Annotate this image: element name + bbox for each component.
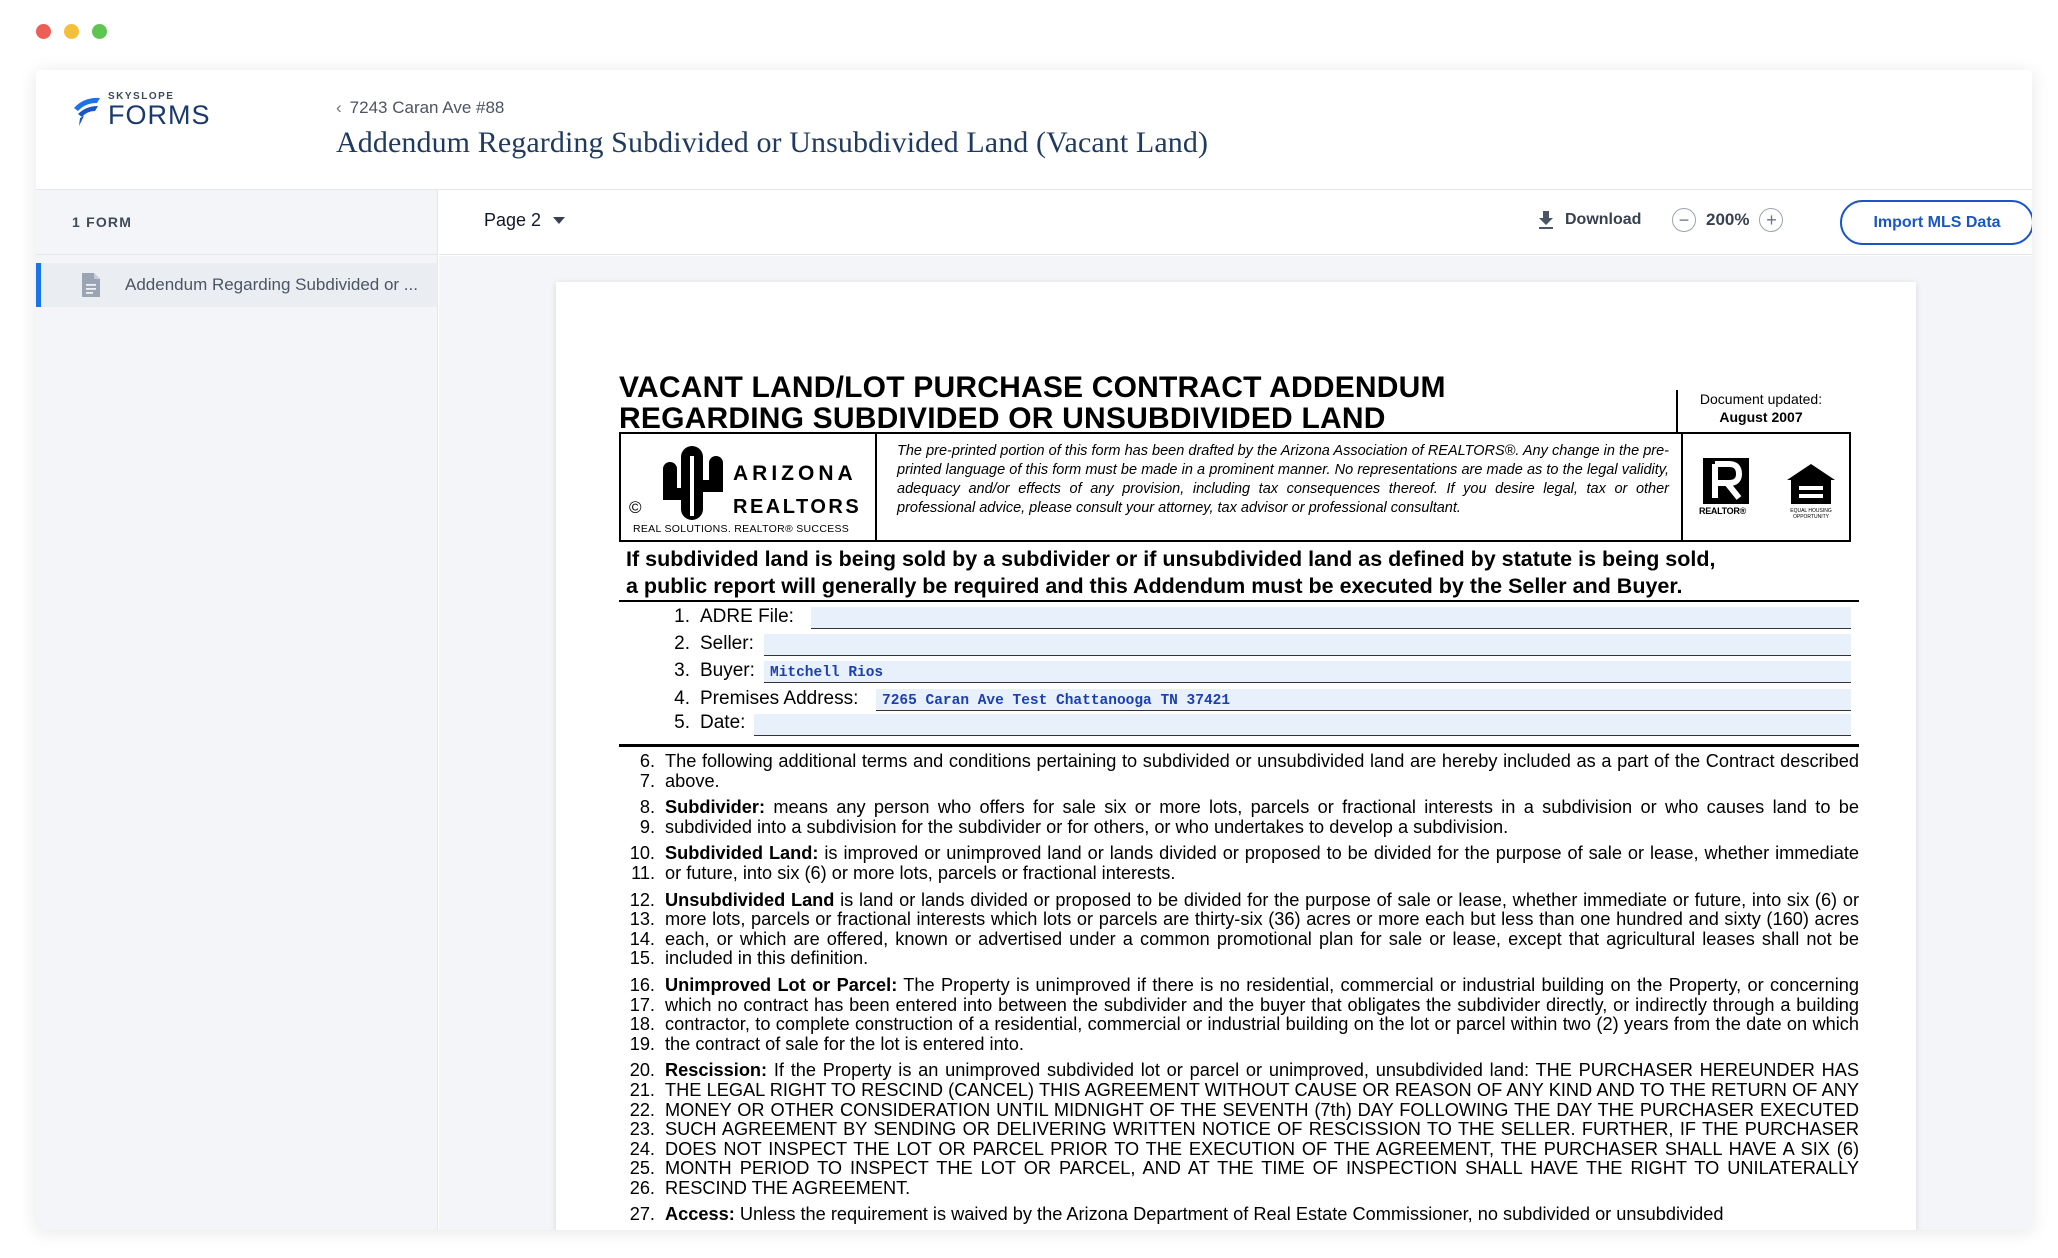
field-number: 3. xyxy=(674,660,690,681)
public-report-notice xyxy=(626,546,1715,600)
addendum-terms xyxy=(619,752,1859,1230)
maximize-window-button[interactable] xyxy=(92,24,107,39)
zoom-out-button[interactable]: − xyxy=(1672,208,1696,232)
paragraph-access xyxy=(619,1205,1859,1225)
realtor-mark-text: REALTOR® xyxy=(1699,506,1746,516)
paragraph-text: is improved or unimproved land or lands divided or proposed to be divided for the purpose of sale or lease, whether immediate or future, into six (6) or more lots, parcels or fractional interests. xyxy=(665,843,1859,883)
window-controls xyxy=(36,24,107,39)
field-date xyxy=(666,712,755,734)
line-numbers: 20. 21. 22. 23. 24. 25. 26. xyxy=(629,1060,655,1198)
field-premises-address xyxy=(666,688,868,710)
seller-input[interactable] xyxy=(764,634,1851,656)
notice-line2: a public report will generally be required and this Addendum must be executed by the Seller and Buyer. xyxy=(626,574,1683,598)
line-numbers: 12. 13. 14. 15. xyxy=(629,889,655,969)
updated-date: August 2007 xyxy=(1719,409,1803,425)
line-numbers: 27. xyxy=(629,1204,655,1225)
line-numbers: 16. 17. 18. 19. xyxy=(629,974,655,1054)
line-numbers: 6. 7. xyxy=(639,751,655,791)
updated-label: Document updated: xyxy=(1699,391,1823,407)
form-disclaimer: The pre-printed portion of this form has been drafted by the Arizona Association of REALTORS®. Any change in the pre-printed language of this form must be made in a prominent manner. No representations are made as to the legal validity, adequacy and/or effects of any provision, including tax consequences thereof. If you desire legal, tax or other professional advice, please consult your attorney, tax advisor or professional consultant. xyxy=(897,443,1669,516)
realtor-marks xyxy=(1681,434,1851,540)
field-buyer xyxy=(666,660,765,682)
paragraph-text: The following additional terms and conditions pertaining to subdivided or unsubdivided land are hereby included as a part of the Contract described above. xyxy=(665,751,1859,791)
paragraph-term: Subdivider: xyxy=(665,797,766,818)
paragraph-unsubdivided-land xyxy=(619,891,1859,969)
sidebar xyxy=(36,190,438,1230)
paragraph-term: Rescission: xyxy=(665,1060,768,1081)
sidebar-header: 1 FORM xyxy=(36,190,437,255)
app-window xyxy=(36,70,2032,1230)
header xyxy=(36,70,2032,190)
document-updated xyxy=(1681,390,1841,426)
zoom-control xyxy=(1672,208,1783,232)
field-label: ADRE File: xyxy=(700,606,794,627)
paragraph-text: is land or lands divided or proposed to be divided for the purpose of sale or lease, whether immediate or future, into six (6) or more lots, parcels or fractional interests which lots or parcels are thirty-six (36) acres or more each but less than one hundred and sixty (160) acres each, or which are offered, known or advertised under a common promotional plan for sale or lease, except that agricultural leases shall not be included in this definition. xyxy=(665,889,1860,969)
fields-rule xyxy=(619,744,1859,747)
copyright-symbol: © xyxy=(629,498,642,517)
chevron-left-icon: ‹ xyxy=(336,98,342,117)
association-name-line2: REALTORS xyxy=(733,496,862,518)
premises-address-input[interactable]: 7265 Caran Ave Test Chattanooga TN 37421 xyxy=(876,689,1851,711)
breadcrumb[interactable] xyxy=(336,98,504,118)
page-select-label: Page 2 xyxy=(484,210,542,230)
breadcrumb-label: 7243 Caran Ave #88 xyxy=(349,98,505,117)
document-title-line2: REGARDING SUBDIVIDED OR UNSUBDIVIDED LAND xyxy=(619,402,1386,435)
import-mls-data-button[interactable]: Import MLS Data xyxy=(1840,200,2032,245)
field-number: 1. xyxy=(674,606,690,627)
field-number: 5. xyxy=(674,712,690,733)
buyer-input[interactable]: Mitchell Rios xyxy=(764,661,1851,683)
field-label: Premises Address: xyxy=(700,688,859,709)
paragraph-text: The Property is unimproved if there is no residential, commercial or industrial building on the Property, or concerning which no contract has been entered into between the subdivider and the buyer that obligates the subdivider directly, or indirectly through a building contractor, to complete construction of a residential, commercial or industrial building on the lot or parcel within two (2) years from the date on which the contract of sale for the lot is entered into. xyxy=(665,974,1859,1054)
paragraph-text: If the Property is an unimproved subdivided lot or parcel or unimproved, unsubdivided land: THE PURCHASER HEREUNDER HAS THE LEGAL RIGHT TO RESCIND (CANCEL) THIS AGREEMENT WITHOUT CAUSE OR REASON OF ANY KIND AND TO THE RETURN OF ANY MONEY OR OTHER CONSIDERATION UNTIL MIDNIGHT OF THE SEVENTH (7th) DAY FOLLOWING THE DAY THE PURCHASER EXECUTED SUCH AGREEMENT BY SENDING OR DELIVERING WRITTEN NOTICE OF RESCISSION TO THE SELLER. FURTHER, IF THE PURCHASER DOES NOT INSPECT THE LOT OR PARCEL PRIOR TO THE EXECUTION OF THE AGREEMENT, THE PURCHASER SHALL HAVE A SIX (6) MONTH PERIOD TO INSPECT THE LOT OR PARCEL, AND AT THE TIME OF INSPECTION SHALL HAVE THE RIGHT TO UNILATERALLY RESCIND THE AGREEMENT. xyxy=(665,1060,1859,1198)
association-tagline: REAL SOLUTIONS. REALTOR® SUCCESS xyxy=(633,523,850,535)
document-page xyxy=(556,282,1916,1230)
minimize-window-button[interactable] xyxy=(64,24,79,39)
paragraph-text: means any person who offers for sale six or more lots, parcels or fractional interests in a subdivision or who causes land to be subdivided into a subdivision for the subdivider or for others, or who undertakes to develop a subdivision. xyxy=(665,797,1859,837)
notice-rule xyxy=(619,600,1859,602)
field-adre-file xyxy=(666,606,804,628)
zoom-level: 200% xyxy=(1706,210,1750,229)
skyslope-logo-icon xyxy=(72,94,102,128)
sidebar-form-label: Addendum Regarding Subdivided or ... xyxy=(125,275,418,294)
download-button[interactable] xyxy=(1537,210,1641,230)
page-select[interactable] xyxy=(484,210,565,231)
adre-file-input[interactable] xyxy=(811,607,1851,629)
equal-housing-text: EQUAL HOUSING OPPORTUNITY xyxy=(1790,508,1832,520)
document-icon xyxy=(79,272,103,298)
title-divider xyxy=(1676,390,1678,432)
notice-line1: If subdivided land is being sold by a subdivider or if unsubdivided land as defined by statute is being sold, xyxy=(626,547,1716,571)
date-input[interactable] xyxy=(754,714,1851,736)
paragraph-term: Subdivided Land: xyxy=(665,843,819,864)
document-viewer[interactable] xyxy=(439,256,2032,1230)
cactus-logo-icon xyxy=(659,440,727,520)
field-number: 2. xyxy=(674,633,690,654)
sidebar-form-item[interactable] xyxy=(36,263,437,307)
paragraph-subdivider xyxy=(619,798,1859,837)
form-header-box xyxy=(619,432,1851,542)
brand-big-text: FORMS xyxy=(108,100,211,130)
skyslope-forms-logo[interactable] xyxy=(72,92,211,129)
paragraph-term: Unsubdivided Land xyxy=(665,889,835,910)
page-title: Addendum Regarding Subdivided or Unsubdivided Land (Vacant Land) xyxy=(336,126,1209,159)
field-label: Buyer: xyxy=(700,660,755,681)
document-title-line1: VACANT LAND/LOT PURCHASE CONTRACT ADDENDUM xyxy=(619,371,1446,404)
paragraph-text: Unless the requirement is waived by the Arizona Department of Real Estate Commissioner, no subdivided or unsubdivided xyxy=(734,1204,1724,1225)
download-label: Download xyxy=(1565,211,1642,228)
field-seller xyxy=(666,633,764,655)
toolbar xyxy=(439,190,2032,255)
brand-small-text: SKYSLOPE xyxy=(108,91,175,102)
line-numbers: 10. 11. xyxy=(629,843,655,883)
association-name-line1: ARIZONA xyxy=(733,462,857,485)
close-window-button[interactable] xyxy=(36,24,51,39)
field-label: Date: xyxy=(700,712,746,733)
document-title xyxy=(619,372,1446,434)
paragraph-subdivided-land xyxy=(619,844,1859,883)
paragraph-6-7 xyxy=(619,752,1859,791)
paragraph-unimproved-lot xyxy=(619,976,1859,1054)
field-number: 4. xyxy=(674,688,690,709)
paragraph-term: Unimproved Lot or Parcel: xyxy=(665,974,898,995)
download-icon xyxy=(1537,210,1555,230)
paragraph-rescission xyxy=(619,1061,1859,1198)
line-numbers: 8. 9. xyxy=(639,797,655,837)
association-logo xyxy=(621,434,877,540)
caret-down-icon xyxy=(553,217,565,224)
zoom-in-button[interactable]: + xyxy=(1759,208,1783,232)
field-label: Seller: xyxy=(700,633,754,654)
paragraph-term: Access: xyxy=(665,1204,735,1225)
